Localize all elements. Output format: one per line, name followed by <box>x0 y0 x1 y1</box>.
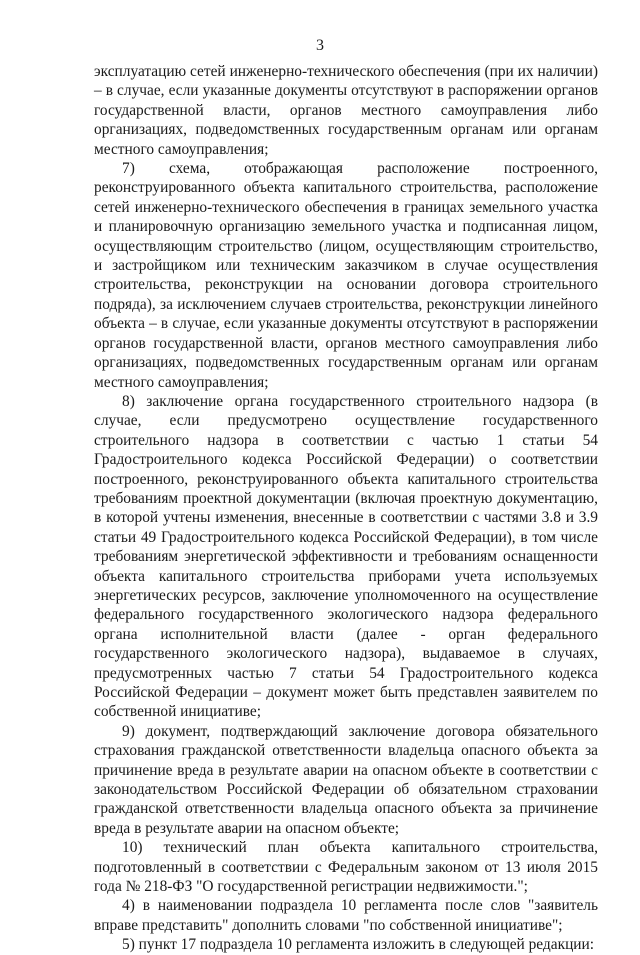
page-number: 3 <box>316 37 324 54</box>
paragraph-item-9: 9) документ, подтверждающий заключение договора обязательного страхования гражданской ответственности владельца опасного объекта за причинение вреда в результате аварии на опасном объекте в соответствии с законодательством Российской Федерации об обязательном страховании гражданской ответственности владельца опасного объекта за причинение вреда в результате аварии на опасном объекте; <box>94 722 598 837</box>
paragraph-item-7: 7) схема, отображающая расположение построенного, реконструированного объекта капитального строительства, расположение сетей инженерно-технического обеспечения в границах земельного участка и планировочную организацию земельного участка и подписанная лицом, осуществляющим строительство (лицом, осуществляющим строительство, и застройщиком или техническим заказчиком в случае осуществления строительства, реконструкции на основании договора строительного подряда), за исключением случаев строительства, реконструкции линейного объекта – в случае, если указанные документы отсутствуют в распоряжении органов государственной власти, органов местного самоуправления либо организациях, подведомственных государственным органам или органам местного самоуправления; <box>94 160 598 391</box>
paragraph-amendment-5: 5) пункт 17 подраздела 10 регламента изложить в следующей редакции: <box>122 936 595 954</box>
paragraph-item-8: 8) заключение органа государственного строительного надзора (в случае, если предусмотрено осуществление государственного строительного надзора в соответствии с частью 1 статьи 54 Градостроительного кодекса Российской Федерации) о соответствии построенного, реконструированного объекта капитального строительства требованиям проектной документации (включая проектную документацию, в которой учтены изменения, внесенные в соответствии с частями 3.8 и 3.9 статьи 49 Градостроительного кодекса Российской Федерации), в том числе требованиям энергетической эффективности и требованиям оснащенности объекта капитального строительства приборами учета используемых энергетических ресурсов, заключение уполномоченного на осуществление федерального государственного экологического надзора федерального органа исполнительной власти (далее - орган федерального государственного экологического надзора), выдаваемое в случаях, предусмотренных частью 7 статьи 54 Градостроительного кодекса Российской Федерации – документ может быть представлен заявителем по собственной инициативе; <box>94 392 598 721</box>
document-body <box>94 62 598 955</box>
paragraph-continuation: эксплуатацию сетей инженерно-технического обеспечения (при их наличии) – в случае, если указанные документы отсутствуют в распоряжении органов государственной власти, органов местного самоуправления либо организациях, подведомственных государственным органам или органам местного самоуправления; <box>94 63 598 158</box>
paragraph-amendment-4: 4) в наименовании подраздела 10 регламента после слов "заявитель вправе представить" дополнить словами "по собственной инициативе"; <box>94 897 598 934</box>
paragraph-item-10: 10) технический план объекта капитального строительства, подготовленный в соответствии с Федеральным законом от 13 июля 2015 года № 218-ФЗ "О государственной регистрации недвижимости."; <box>94 839 598 896</box>
